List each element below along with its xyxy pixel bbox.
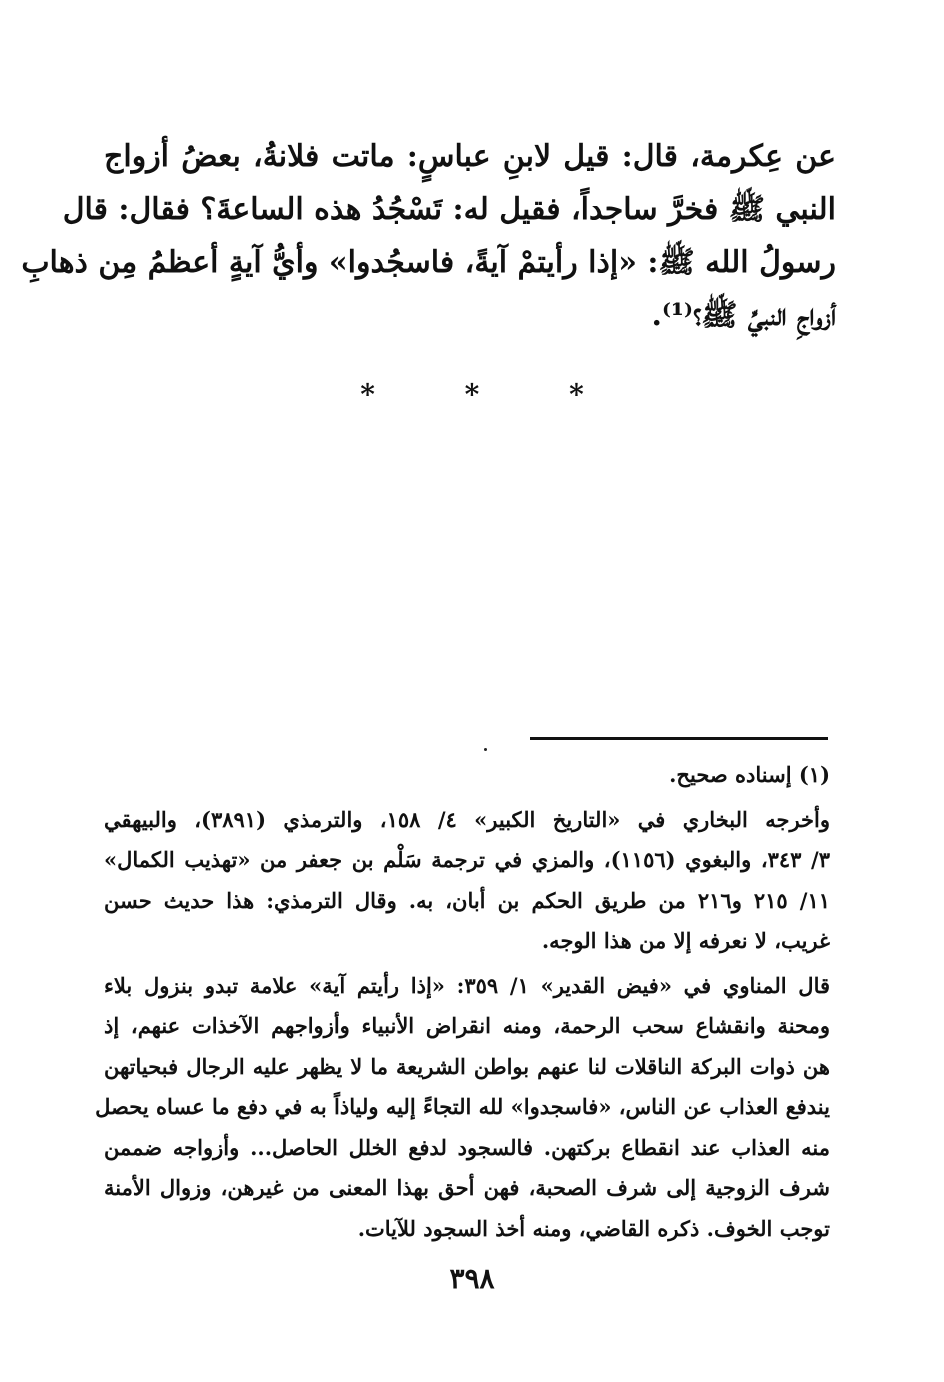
footnote-line: شرف الزوجية إلى شرف الصحبة، فهن أحق بهذا المعنى من غيرهن، وزوال الأمنة: [104, 1175, 830, 1200]
footnotes-block: [95, 755, 831, 1253]
footnote-line: يندفع العذاب عن الناس، «فاسجدوا» لله التجاءً إليه ولياذاً به في دفع ما عساه يحصل: [95, 1094, 830, 1119]
main-text-line: رسولُ الله ﷺ: «إذا رأيتمْ آيةً، فاسجُدوا» وأيُّ آيةٍ أعظمُ مِن ذهابِ: [21, 245, 836, 280]
footnote-line: قال المناوي في «فيض القدير» ١/ ٣٥٩: «إذا رأيتم آية» علامة تبدو بنزول بلاء: [104, 972, 831, 998]
footnote-line: (١) إسناده صحيح.: [669, 762, 830, 787]
page-number: ٣٩٨: [449, 1262, 495, 1295]
main-text-block: [21, 130, 836, 342]
footnote-line: وأخرجه البخاري في «التاريخ الكبير» ٤/ ١٥٨، والترمذي (٣٨٩١)، والبيهقي: [104, 806, 830, 832]
footnote-line: هن ذوات البركة الناقلات لنا عنهم بواطن الشريعة ما لا يظهر عليه الرجال فبحياتهن: [104, 1053, 830, 1079]
print-speck: [484, 748, 487, 751]
footnote-line: توجب الخوف. ذكره القاضي، ومنه أخذ السجود للآيات.: [357, 1215, 830, 1241]
footnote-line: ومحنة وانقشاع سحب الرحمة، ومنه انقراض الأنبياء وأزواجهم الآخذات عنهم، إذ: [104, 1013, 830, 1038]
main-text-line: النبي ﷺ فخرَّ ساجداً، فقيل له: تَسْجُدُ هذه الساعةَ؟ فقال: قال: [62, 192, 836, 227]
footnote-line: ٣/ ٣٤٣، والبغوي (١١٥٦)، والمزي في ترجمة سَلْم بن جعفر من «تهذيب الكمال»: [104, 847, 830, 872]
footnote-paragraph: [104, 755, 830, 796]
footnote-paragraph: [95, 966, 831, 1250]
main-text-line: عن عِكرمة، قال: قيل لابنِ عباسٍ: ماتت فلانةُ، بعضُ أزواج: [104, 139, 836, 174]
footnote-divider: [530, 737, 828, 740]
footnote-line: ١١/ ٢١٥ و٢١٦ من طريق الحكم بن أبان، به. وقال الترمذي: هذا حديث حسن: [104, 887, 830, 913]
footnote-line: غريب، لا نعرفه إلا من هذا الوجه.: [541, 928, 830, 953]
section-separator: * * *: [360, 378, 624, 411]
footnote-line: منه العذاب عند انقطاع بركتهن. فالسجود لدفع الخلل الحاصل... وأزواجه ضممن: [104, 1134, 830, 1160]
footnote-paragraph: [104, 800, 830, 962]
main-text-line: أزواجِ النبيِّ ﷺ؟⁽¹⁾.: [651, 298, 836, 333]
